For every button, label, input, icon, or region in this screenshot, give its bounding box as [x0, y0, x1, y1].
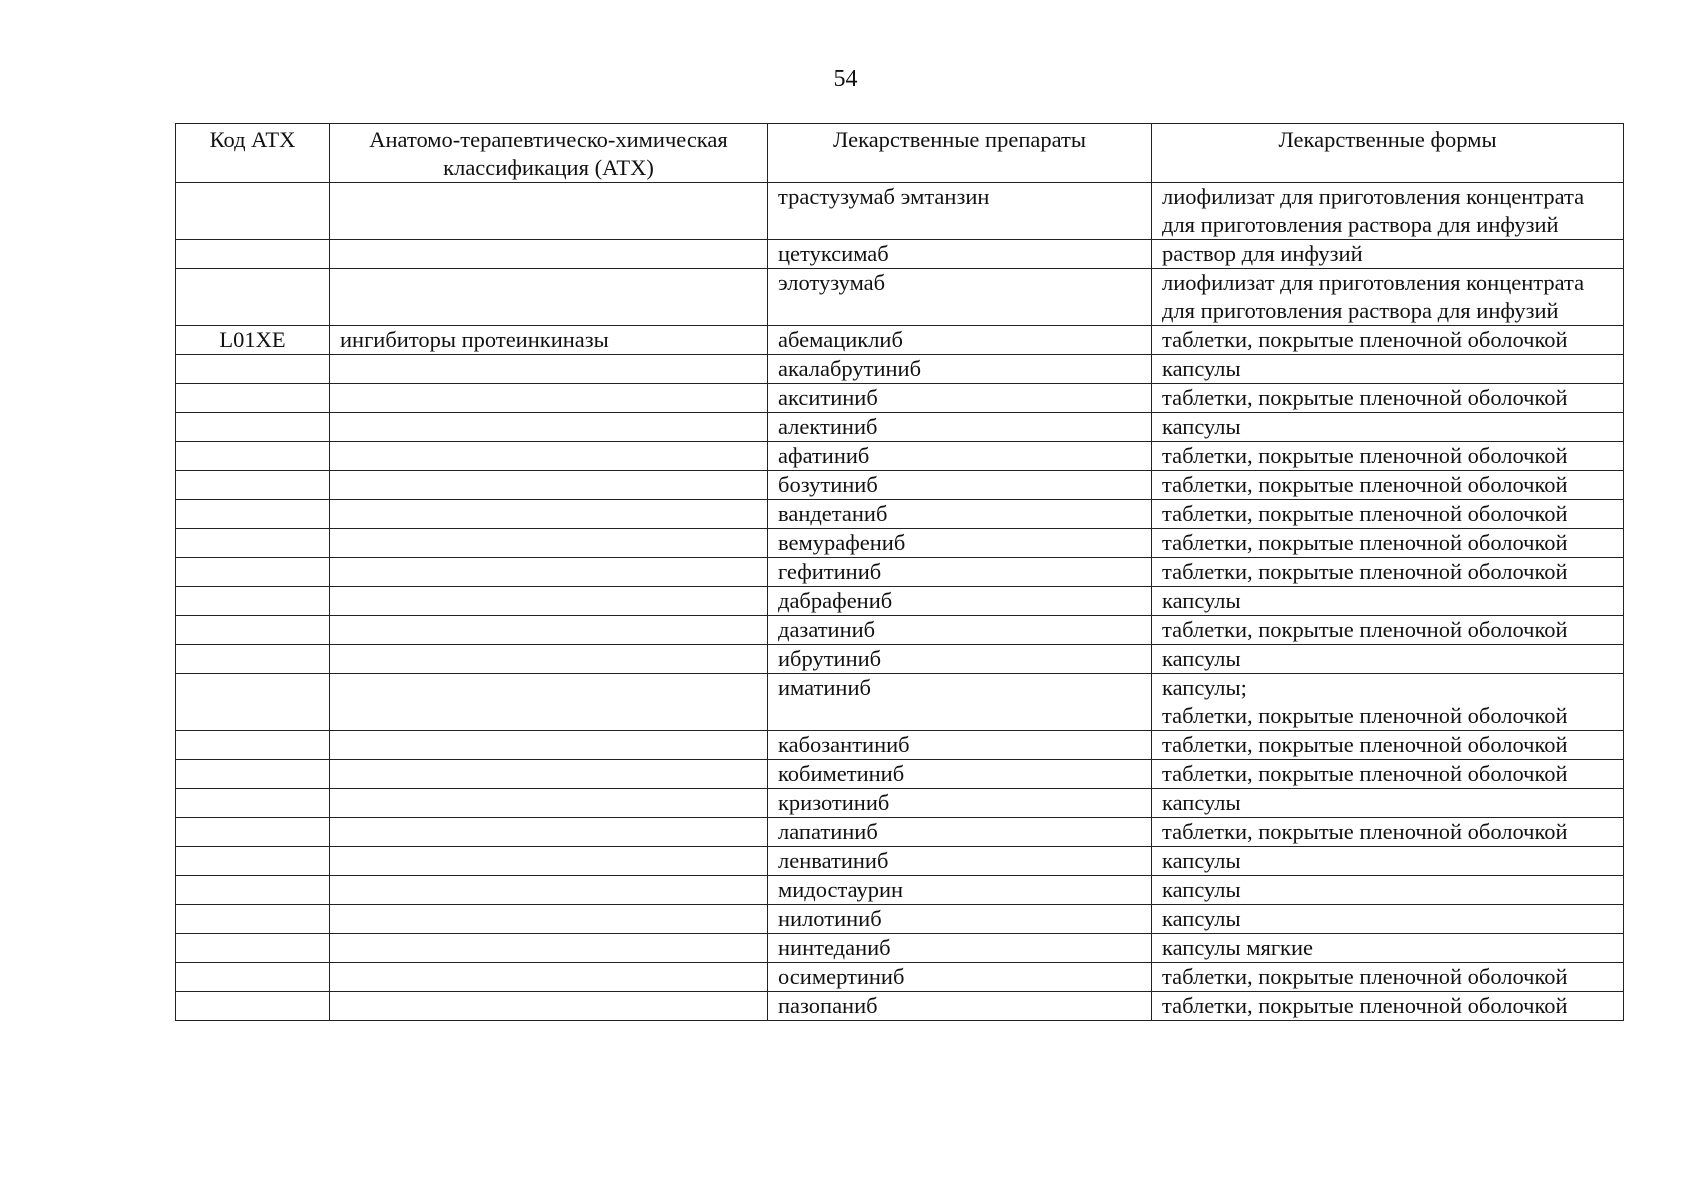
- atx-classification-cell: [330, 384, 768, 413]
- atx-classification-cell: [330, 413, 768, 442]
- table-row: [176, 558, 1624, 587]
- table-row: [176, 963, 1624, 992]
- atx-classification-cell: [330, 731, 768, 760]
- drug-name-cell: алектиниб: [768, 413, 1152, 442]
- atx-code-cell: [176, 558, 330, 587]
- atx-code-cell: L01XE: [176, 326, 330, 355]
- dosage-form-cell: раствор для инфузий: [1152, 240, 1624, 269]
- dosage-form-cell: капсулы мягкие: [1152, 934, 1624, 963]
- atx-code-cell: [176, 963, 330, 992]
- atx-classification-cell: [330, 587, 768, 616]
- drug-name-cell: трастузумаб эмтанзин: [768, 183, 1152, 240]
- drug-name-cell: мидостаурин: [768, 876, 1152, 905]
- table-row: [176, 674, 1624, 731]
- atx-classification-cell: [330, 674, 768, 731]
- drug-name-cell: акситиниб: [768, 384, 1152, 413]
- table-row: [176, 269, 1624, 326]
- table-header-row: [176, 124, 1624, 183]
- header-dosage-forms: Лекарственные формы: [1152, 124, 1624, 183]
- atx-code-cell: [176, 731, 330, 760]
- dosage-form-cell: таблетки, покрытые пленочной оболочкой: [1152, 326, 1624, 355]
- drug-name-cell: ибрутиниб: [768, 645, 1152, 674]
- atx-code-cell: [176, 645, 330, 674]
- atx-code-cell: [176, 587, 330, 616]
- drug-name-cell: дабрафениб: [768, 587, 1152, 616]
- dosage-form-cell: капсулы: [1152, 645, 1624, 674]
- atx-code-cell: [176, 934, 330, 963]
- dosage-form-cell: таблетки, покрытые пленочной оболочкой: [1152, 471, 1624, 500]
- table-row: [176, 645, 1624, 674]
- page-number: 54: [833, 66, 858, 92]
- atx-code-cell: [176, 183, 330, 240]
- atx-code-cell: [176, 789, 330, 818]
- drug-name-cell: нилотиниб: [768, 905, 1152, 934]
- atx-classification-cell: [330, 500, 768, 529]
- atx-code-cell: [176, 413, 330, 442]
- atx-code-cell: [176, 529, 330, 558]
- table-row: [176, 240, 1624, 269]
- table-row: [176, 587, 1624, 616]
- dosage-form-cell: лиофилизат для приготовления концентрата для приготовления раствора для инфузий: [1152, 269, 1624, 326]
- atx-classification-cell: [330, 558, 768, 587]
- atx-classification-cell: [330, 355, 768, 384]
- dosage-form-cell: капсулы: [1152, 789, 1624, 818]
- drug-name-cell: кабозантиниб: [768, 731, 1152, 760]
- dosage-form-cell: капсулы: [1152, 905, 1624, 934]
- table-row: [176, 326, 1624, 355]
- table-row: [176, 789, 1624, 818]
- dosage-form-cell: таблетки, покрытые пленочной оболочкой: [1152, 500, 1624, 529]
- atx-code-cell: [176, 876, 330, 905]
- table-row: [176, 847, 1624, 876]
- atx-code-cell: [176, 355, 330, 384]
- drug-name-cell: осимертиниб: [768, 963, 1152, 992]
- table-row: [176, 616, 1624, 645]
- table-row: [176, 471, 1624, 500]
- drug-name-cell: афатиниб: [768, 442, 1152, 471]
- atx-classification-cell: [330, 645, 768, 674]
- dosage-form-cell: таблетки, покрытые пленочной оболочкой: [1152, 616, 1624, 645]
- atx-code-cell: [176, 818, 330, 847]
- table-row: [176, 992, 1624, 1021]
- drug-name-cell: ленватиниб: [768, 847, 1152, 876]
- drug-name-cell: элотузумаб: [768, 269, 1152, 326]
- atx-classification-cell: [330, 529, 768, 558]
- atx-classification-cell: [330, 616, 768, 645]
- atx-classification-cell: [330, 905, 768, 934]
- atx-code-cell: [176, 269, 330, 326]
- atx-table: [175, 123, 1624, 1021]
- atx-code-cell: [176, 616, 330, 645]
- atx-classification-cell: [330, 818, 768, 847]
- dosage-form-cell: капсулы: [1152, 413, 1624, 442]
- table-row: [176, 934, 1624, 963]
- atx-code-cell: [176, 240, 330, 269]
- dosage-form-cell: таблетки, покрытые пленочной оболочкой: [1152, 760, 1624, 789]
- atx-classification-cell: [330, 934, 768, 963]
- atx-code-cell: [176, 471, 330, 500]
- drug-name-cell: кризотиниб: [768, 789, 1152, 818]
- atx-code-cell: [176, 500, 330, 529]
- table-row: [176, 355, 1624, 384]
- table-row: [176, 876, 1624, 905]
- atx-code-cell: [176, 674, 330, 731]
- atx-code-cell: [176, 847, 330, 876]
- drug-name-cell: цетуксимаб: [768, 240, 1152, 269]
- dosage-form-cell: капсулы: [1152, 847, 1624, 876]
- dosage-form-cell: таблетки, покрытые пленочной оболочкой: [1152, 992, 1624, 1021]
- drug-name-cell: лапатиниб: [768, 818, 1152, 847]
- dosage-form-cell: таблетки, покрытые пленочной оболочкой: [1152, 818, 1624, 847]
- header-drugs: Лекарственные препараты: [768, 124, 1152, 183]
- table-row: [176, 731, 1624, 760]
- dosage-form-cell: капсулы; таблетки, покрытые пленочной оболочкой: [1152, 674, 1624, 731]
- table-row: [176, 413, 1624, 442]
- drug-name-cell: вемурафениб: [768, 529, 1152, 558]
- dosage-form-cell: таблетки, покрытые пленочной оболочкой: [1152, 731, 1624, 760]
- drug-name-cell: нинтеданиб: [768, 934, 1152, 963]
- atx-classification-cell: [330, 471, 768, 500]
- dosage-form-cell: таблетки, покрытые пленочной оболочкой: [1152, 963, 1624, 992]
- drug-name-cell: кобиметиниб: [768, 760, 1152, 789]
- atx-code-cell: [176, 384, 330, 413]
- atx-classification-cell: [330, 876, 768, 905]
- atx-classification-cell: [330, 760, 768, 789]
- dosage-form-cell: таблетки, покрытые пленочной оболочкой: [1152, 529, 1624, 558]
- table-row: [176, 905, 1624, 934]
- atx-code-cell: [176, 760, 330, 789]
- table-body: [176, 183, 1624, 1021]
- atx-classification-cell: [330, 789, 768, 818]
- drug-name-cell: акалабрутиниб: [768, 355, 1152, 384]
- atx-code-cell: [176, 992, 330, 1021]
- drug-name-cell: бозутиниб: [768, 471, 1152, 500]
- dosage-form-cell: капсулы: [1152, 587, 1624, 616]
- dosage-form-cell: лиофилизат для приготовления концентрата для приготовления раствора для инфузий: [1152, 183, 1624, 240]
- atx-classification-cell: [330, 183, 768, 240]
- table-row: [176, 384, 1624, 413]
- drug-name-cell: гефитиниб: [768, 558, 1152, 587]
- dosage-form-cell: капсулы: [1152, 876, 1624, 905]
- atx-classification-cell: [330, 847, 768, 876]
- atx-classification-cell: [330, 992, 768, 1021]
- dosage-form-cell: таблетки, покрытые пленочной оболочкой: [1152, 442, 1624, 471]
- atx-code-cell: [176, 905, 330, 934]
- table-row: [176, 442, 1624, 471]
- table-row: [176, 760, 1624, 789]
- table-row: [176, 818, 1624, 847]
- header-atx-code: Код АТХ: [176, 124, 330, 183]
- drug-name-cell: пазопаниб: [768, 992, 1152, 1021]
- drug-name-cell: вандетаниб: [768, 500, 1152, 529]
- dosage-form-cell: таблетки, покрытые пленочной оболочкой: [1152, 384, 1624, 413]
- table-row: [176, 183, 1624, 240]
- atx-classification-cell: [330, 442, 768, 471]
- drug-name-cell: абемациклиб: [768, 326, 1152, 355]
- atx-classification-cell: [330, 240, 768, 269]
- table-row: [176, 529, 1624, 558]
- atx-classification-cell: ингибиторы протеинкиназы: [330, 326, 768, 355]
- dosage-form-cell: капсулы: [1152, 355, 1624, 384]
- atx-classification-cell: [330, 269, 768, 326]
- header-atx-classification: Анатомо-терапевтическо-химическая классификация (АТХ): [330, 124, 768, 183]
- drug-name-cell: иматиниб: [768, 674, 1152, 731]
- atx-code-cell: [176, 442, 330, 471]
- table-row: [176, 500, 1624, 529]
- drug-name-cell: дазатиниб: [768, 616, 1152, 645]
- dosage-form-cell: таблетки, покрытые пленочной оболочкой: [1152, 558, 1624, 587]
- atx-classification-cell: [330, 963, 768, 992]
